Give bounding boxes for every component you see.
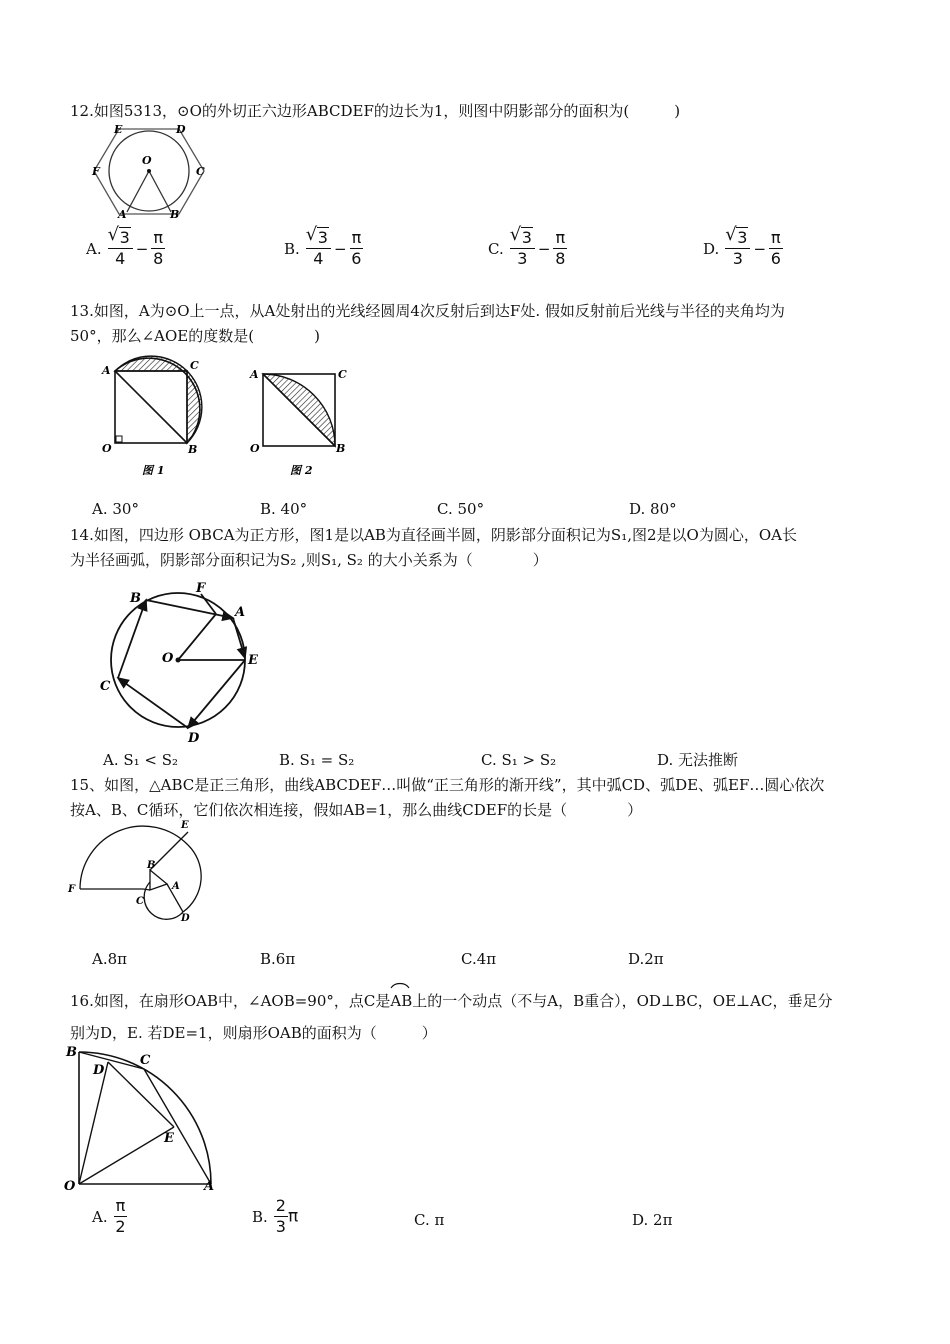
q13-fig1-label-b: B bbox=[188, 443, 198, 456]
q13-option-a[interactable]: A. 30° bbox=[92, 500, 139, 518]
q15-label-b: B bbox=[147, 860, 156, 871]
q15-option-d[interactable]: D.2π bbox=[628, 950, 664, 968]
q12-label-c: C bbox=[196, 165, 205, 178]
q14-label-f: F bbox=[196, 581, 206, 596]
q16-option-c[interactable]: C. π bbox=[414, 1211, 445, 1229]
q16-text-line2: 别为D，E. 若DE=1，则扇形OAB的面积为（ ） bbox=[70, 1024, 437, 1042]
q16-text-line1-a: 16.如图，在扇形OAB中，∠AOB=90°，点C是 bbox=[70, 992, 391, 1010]
q14-label-e: E bbox=[248, 653, 258, 668]
q15-involute-figure bbox=[64, 818, 224, 928]
q14-text-line1: 14.如图，四边形 OBCA为正方形，图1是以AB为直径画半圆，阴影部分面积记为S₁,图2是以O为圆心，OA长 bbox=[70, 526, 797, 544]
q15-text-line2: 按A、B、C循环，它们依次相连接，假如AB=1，那么曲线CDEF的长是（ ） bbox=[70, 801, 643, 819]
q15-label-c: C bbox=[136, 896, 144, 907]
q13-fig2-label-b: B bbox=[336, 442, 346, 455]
q16-option-d[interactable]: D. 2π bbox=[632, 1211, 673, 1229]
q13-fig2-label-c: C bbox=[338, 368, 347, 381]
q12-option-a[interactable]: A. √ $\frac{3}{4}$ − $\frac{\pi}{8}$ bbox=[86, 228, 165, 269]
q15-label-f: F bbox=[68, 884, 76, 895]
q14-option-d[interactable]: D. 无法推断 bbox=[657, 751, 739, 769]
q13-option-b[interactable]: B. 40° bbox=[260, 500, 308, 518]
q13-fig1-caption: 图 1 bbox=[142, 464, 165, 477]
q15-label-d: D bbox=[181, 913, 190, 924]
q13-option-d[interactable]: D. 80° bbox=[629, 500, 677, 518]
q15-option-b[interactable]: B.6π bbox=[260, 950, 296, 968]
q12-label-d: D bbox=[176, 123, 186, 136]
q12-label-f: F bbox=[92, 165, 100, 178]
q15-text-line1: 15、如图，△ABC是正三角形，曲线ABCDEF…叫做“正三角形的渐开线”，其中弧CD、弧DE、弧EF…圆心依次 bbox=[70, 776, 825, 794]
q12-hexagon-figure bbox=[90, 122, 210, 222]
q16-label-a: A bbox=[204, 1179, 215, 1192]
q16-label-d: D bbox=[93, 1063, 105, 1078]
q14-circle-reflection-figure bbox=[96, 578, 276, 743]
q15-label-e: E bbox=[181, 820, 189, 831]
q12-label-b: B bbox=[170, 208, 180, 221]
q16-label-b: B bbox=[66, 1045, 77, 1060]
q13-fig2-label-a: A bbox=[250, 368, 259, 381]
q14-label-c: C bbox=[100, 679, 111, 694]
q15-option-a[interactable]: A.8π bbox=[92, 950, 128, 968]
q12-text: 12.如图5313，⊙O的外切正六边形ABCDEF的边长为1，则图中阴影部分的面积为( ) bbox=[70, 102, 681, 120]
q14-label-a: A bbox=[235, 605, 246, 620]
q12-option-b[interactable]: B. √ $\frac{3}{4}$ − $\frac{\pi}{6}$ bbox=[284, 228, 363, 269]
q16-text-line1-b: 上的一个动点（不与A，B重合），OD⊥BC，OE⊥AC，垂足分 bbox=[412, 992, 833, 1010]
q16-sector-figure bbox=[62, 1044, 227, 1192]
q16-arc-ab: AB bbox=[390, 987, 412, 1011]
q13-text-line2: 50°，那么∠AOE的度数是( ) bbox=[70, 327, 320, 345]
q12-label-e: E bbox=[114, 123, 123, 136]
q13-fig2-caption: 图 2 bbox=[290, 464, 313, 477]
q14-label-b: B bbox=[130, 591, 141, 606]
q13-fig1-label-a: A bbox=[102, 364, 111, 377]
q12-label-a: A bbox=[118, 208, 127, 221]
q16-label-c: C bbox=[140, 1053, 151, 1068]
q13-fig1-label-o: O bbox=[102, 442, 112, 455]
q16-label-o: O bbox=[64, 1179, 76, 1192]
q14-label-o: O bbox=[162, 651, 174, 666]
q12-option-c[interactable]: C. √ $\frac{3}{3}$ − $\frac{\pi}{8}$ bbox=[488, 228, 567, 269]
q12-label-o: O bbox=[142, 154, 152, 167]
q16-option-a[interactable]: A. $\frac{\pi}{2}$ bbox=[92, 1196, 126, 1236]
q13-square-figures bbox=[98, 354, 368, 484]
q14-text-line2: 为半径画弧，阴影部分面积记为S₂ ,则S₁, S₂ 的大小关系为（ ） bbox=[70, 551, 548, 569]
q13-option-c[interactable]: C. 50° bbox=[437, 500, 485, 518]
q16-text-line1 bbox=[70, 987, 832, 1011]
q12-option-d[interactable]: D. √ $\frac{3}{3}$ − $\frac{\pi}{6}$ bbox=[703, 228, 783, 269]
q15-option-c[interactable]: C.4π bbox=[461, 950, 497, 968]
q14-option-c[interactable]: C. S₁ > S₂ bbox=[481, 751, 557, 769]
q13-fig1-label-c: C bbox=[190, 359, 199, 372]
q13-fig2-label-o: O bbox=[250, 442, 260, 455]
q16-label-e: E bbox=[164, 1131, 174, 1146]
q13-text-line1: 13.如图，A为⊙O上一点，从A处射出的光线经圆周4次反射后到达F处. 假如反射前后光线与半径的夹角均为 bbox=[70, 302, 785, 320]
q14-option-a[interactable]: A. S₁ < S₂ bbox=[103, 751, 179, 769]
q15-label-a: A bbox=[172, 881, 180, 892]
q16-option-b[interactable]: B. $\frac{2}{3}$ π bbox=[252, 1196, 299, 1236]
q14-label-d: D bbox=[188, 731, 200, 743]
q14-option-b[interactable]: B. S₁ = S₂ bbox=[279, 751, 355, 769]
